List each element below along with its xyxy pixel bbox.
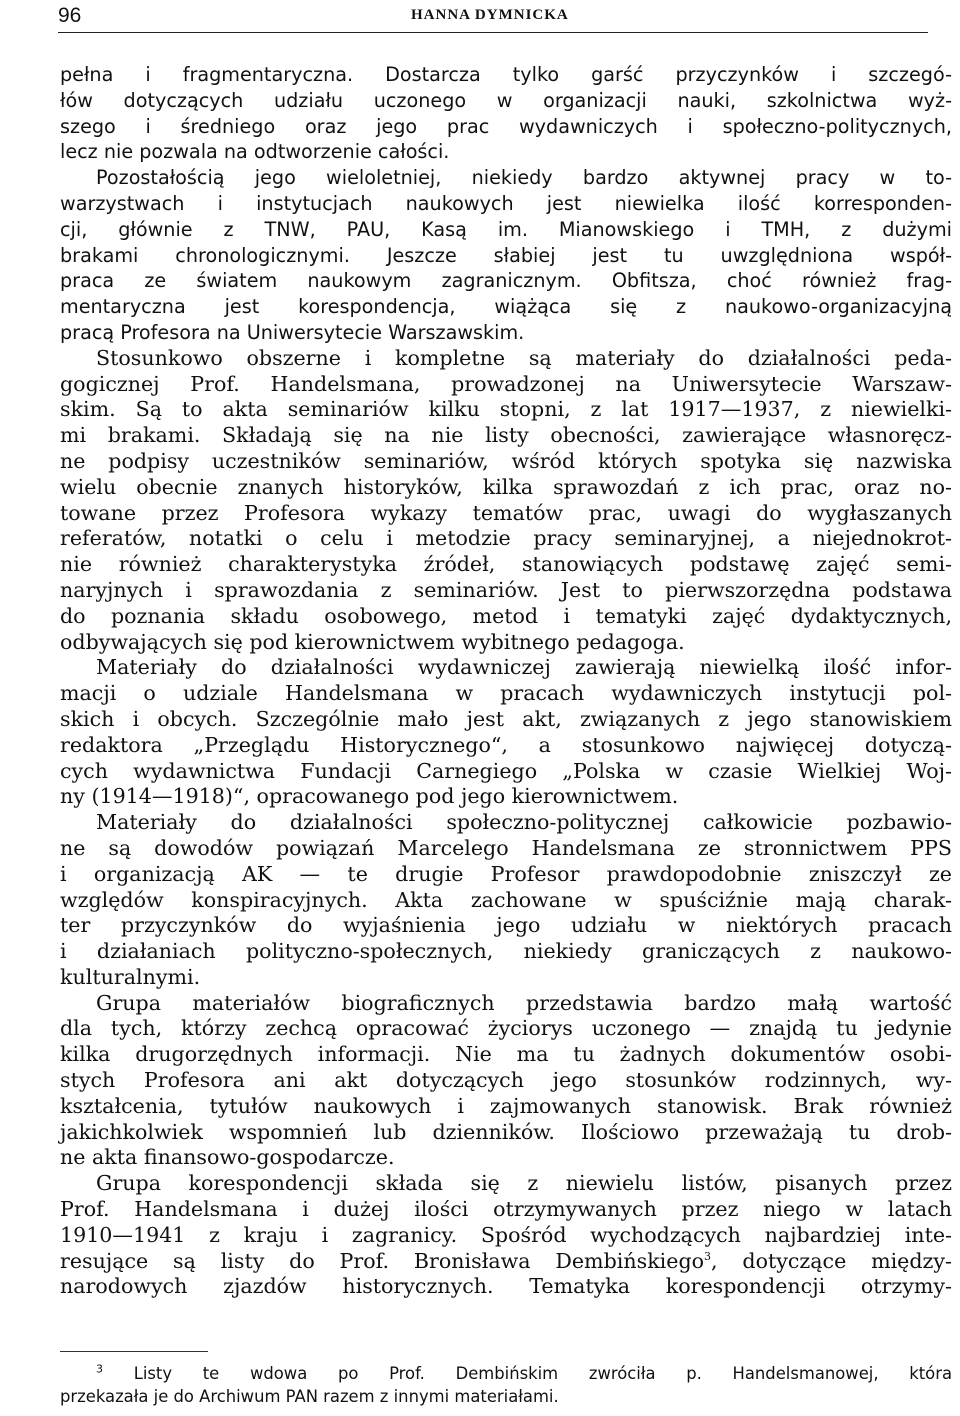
- text-line: skim. Są to akta seminariów kilku stopni, z lat 1917—1937, z niewielki-: [60, 397, 952, 422]
- text-line: 1910—1941 z kraju i zagranicy. Spośród wychodzących najbardziej inte-: [60, 1222, 952, 1247]
- text-line: warzystwach i instytucjach naukowych jest niewielka ilość korresponden-: [60, 191, 952, 215]
- text-fragment: resujące są listy do Prof. Bronisława Dembińskiego: [60, 1248, 705, 1273]
- page-number: 96: [58, 4, 82, 27]
- text-line: ne są dowodów powiązań Marcelego Handelsmana ze stronnictwem PPS: [60, 835, 952, 860]
- text-line: Grupa korespondencji składa się z niewielu listów, pisanych przez: [96, 1171, 952, 1196]
- footnote-line: [60, 1362, 952, 1385]
- text-line: Materiały do działalności społeczno-politycznej całkowicie pozbawio-: [96, 810, 952, 835]
- text-line: odbywających się pod kierownictwem wybitnego pedagoga.: [60, 629, 685, 654]
- text-line: brakami chronologicznymi. Jeszcze słabiej jest tu uwzględniona współ-: [60, 243, 952, 267]
- text-line: dla tych, którzy zechcą opracować życiorys uczonego — znajdą tu jedynie: [60, 1016, 952, 1041]
- text-line: narodowych zjazdów historycznych. Tematyka korespondencji otrzymy-: [60, 1274, 952, 1299]
- text-line: referatów, notatki o celu i metodzie pracy seminaryjnej, a niejednokrot-: [60, 526, 952, 551]
- text-line: jakichkolwiek wspomnień lub dzienników. Ilościowo przeważają tu drob-: [60, 1119, 952, 1144]
- text-line: pracą Profesora na Uniwersytecie Warszawskim.: [60, 320, 525, 344]
- text-line: lecz nie pozwala na odtworzenie całości.: [60, 140, 450, 164]
- footnote-line: przekazała je do Archiwum PAN razem z innymi materiałami.: [60, 1387, 559, 1406]
- text-line: redaktora „Przeglądu Historycznego“, a stosunkowo najwięcej dotyczą-: [60, 732, 952, 757]
- text-line: naryjnych i sprawozdania z seminariów. Jest to pierwszorzędna podstawa: [60, 577, 952, 602]
- text-line: do poznania składu osobowego, metod i tematyki zajęć dydaktycznych,: [60, 603, 952, 628]
- text-line: i działaniach polityczno-społecznych, niekiedy graniczących z naukowo-: [60, 939, 952, 964]
- page-header: [58, 4, 928, 33]
- text-line: Prof. Handelsmana i dużej ilości otrzymywanych przez niego w latach: [60, 1197, 952, 1222]
- text-line: [60, 1249, 952, 1275]
- footnote-marker: 3: [96, 1362, 103, 1376]
- footnote-reference: 3: [704, 1249, 712, 1263]
- text-line: ter przyczynków do wyjaśnienia jego udziału w niektórych pracach: [60, 913, 952, 938]
- text-line: towane przez Profesora wykazy tematów prac, uwagi do wygłaszanych: [60, 500, 952, 525]
- text-line: mentaryczna jest korespondencja, wiążąca się z naukowo-organizacyjną: [60, 295, 952, 319]
- text-line: pełna i fragmentaryczna. Dostarcza tylko garść przyczynków i szczegó-: [60, 63, 952, 86]
- footnote-text: Listy te wdowa po Prof. Dembińskim zwróciła p. Handelsmanowej, która: [103, 1364, 952, 1383]
- text-line: nie również charakterystyka źródeł, stanowiących podstawę zajęć semi-: [60, 552, 952, 577]
- text-line: ny (1914—1918)“, opracowanego pod jego kierownictwem.: [60, 784, 679, 809]
- text-line: kształcenia, tytułów naukowych i zajmowanych stanowisk. Brak również: [60, 1093, 952, 1118]
- text-line: macji o udziale Handelsmana w pracach wydawniczych instytucji pol-: [60, 681, 952, 706]
- text-line: stych Profesora ani akt dotyczących jego stosunków rodzinnych, wy-: [60, 1068, 952, 1093]
- text-line: Stosunkowo obszerne i kompletne są materiały do działalności peda-: [96, 345, 952, 370]
- text-line: i organizacją AK — te drugie Profesor prawdopodobnie zniszczył ze: [60, 861, 952, 886]
- text-line: względów konspiracyjnych. Akta zachowane w spuściźnie mają charak-: [60, 887, 952, 912]
- text-line: Materiały do działalności wydawniczej zawierają niewielką ilość infor-: [96, 655, 952, 680]
- text-line: kulturalnymi.: [60, 964, 201, 989]
- text-line: łów dotyczących udziału uczonego w organizacji nauki, szkolnictwa wyż-: [60, 88, 952, 112]
- text-line: skich i obcych. Szczególnie mało jest akt, związanych z jego stanowiskiem: [60, 706, 952, 731]
- text-line: cji, głównie z TNW, PAU, Kasą im. Mianowskiego i TMH, z dużymi: [60, 217, 952, 241]
- text-line: szego i średniego oraz jego prac wydawniczych i społeczno-politycznych,: [60, 114, 952, 138]
- running-head: HANNA DYMNICKA: [411, 7, 569, 23]
- footnotes: [60, 1362, 952, 1408]
- text-line: mi brakami. Składają się na nie listy obecności, zawierające własnoręcz-: [60, 423, 952, 448]
- text-line: gogicznej Prof. Handelsmana, prowadzonej na Uniwersytecie Warszaw-: [60, 371, 952, 396]
- footnote-divider: [60, 1351, 208, 1352]
- text-fragment: , dotyczące między-: [711, 1248, 952, 1273]
- text-line: wielu obecnie znanych historyków, kilka sprawozdań z ich prac, oraz no-: [60, 474, 952, 499]
- text-line: ne akta finansowo-gospodarcze.: [60, 1145, 395, 1170]
- text-line: kilka drugorzędnych informacji. Nie ma tu żadnych dokumentów osobi-: [60, 1042, 952, 1067]
- text-line: cych wydawnictwa Fundacji Carnegiego „Polska w czasie Wielkiej Woj-: [60, 758, 952, 783]
- text-line: Pozostałością jego wieloletniej, niekiedy bardzo aktywnej pracy w to-: [96, 166, 952, 190]
- text-line: praca ze światem naukowym zagranicznym. Obfitsza, choć również frag-: [60, 269, 952, 293]
- body-text: [60, 62, 952, 1300]
- text-line: ne podpisy uczestników seminariów, wśród których spotyka się nazwiska: [60, 448, 952, 473]
- text-line: Grupa materiałów biograficznych przedstawia bardzo małą wartość: [96, 990, 952, 1015]
